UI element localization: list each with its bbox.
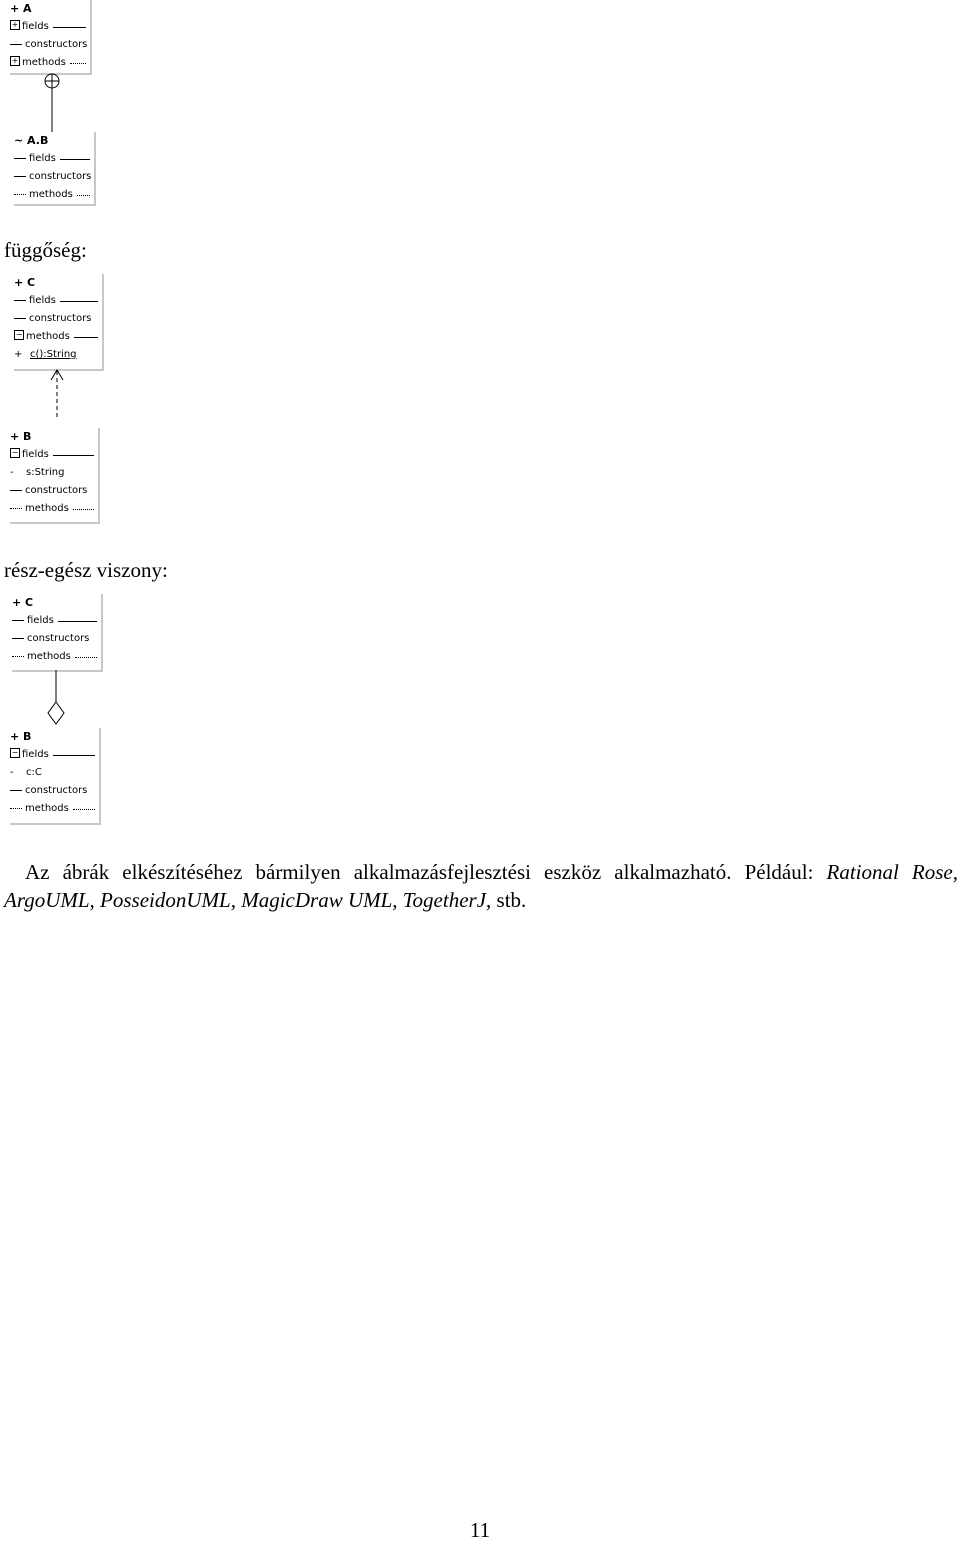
compartment-label: methods [22, 57, 66, 68]
compartment-label: fields [27, 615, 54, 626]
visibility-marker: - [10, 767, 14, 778]
compartment-label: fields [22, 749, 49, 760]
compartment-label: constructors [27, 633, 90, 644]
compartment-divider-line [53, 455, 94, 456]
tools-paragraph [4, 858, 958, 914]
visibility-marker: + [14, 349, 23, 360]
compartment-label: c():String [30, 349, 77, 360]
line-marker-icon [14, 158, 26, 159]
class-compartment-row [10, 464, 98, 482]
compartment-label: c:C [26, 767, 42, 778]
line-marker-icon [10, 790, 22, 791]
expand-plus-icon[interactable]: + [11, 56, 19, 65]
class-compartment-row [12, 648, 101, 666]
compartment-label: methods [29, 189, 73, 200]
class-compartment-row [14, 328, 102, 346]
class-name: + A [10, 2, 32, 15]
line-marker-icon [12, 638, 24, 639]
tool-list: Rational Rose, ArgoUML, PosseidonUML, MagicDraw UML, TogetherJ [4, 860, 958, 912]
line-marker-icon [14, 176, 26, 177]
line-marker-icon [14, 318, 26, 319]
class-compartment-row [10, 764, 99, 782]
class-box-a [10, 0, 92, 75]
class-compartment-row [10, 18, 90, 36]
compartment-label: methods [26, 331, 70, 342]
class-box-b-dependency [10, 428, 100, 524]
compartment-divider-line [75, 657, 97, 658]
class-box-c-aggregation [12, 594, 103, 672]
class-compartment-row [10, 446, 98, 464]
line-marker-icon [14, 194, 26, 195]
compartment-label: fields [22, 449, 49, 460]
class-compartment-row [14, 168, 94, 186]
line-marker-icon [10, 508, 22, 509]
class-compartment-row [12, 630, 101, 648]
class-box-b-aggregation [10, 728, 101, 825]
class-name: ~ A.B [14, 134, 49, 147]
compartment-divider-line [60, 159, 90, 160]
line-marker-icon [10, 808, 22, 809]
class-compartment-row [14, 186, 94, 204]
class-compartment-row [10, 36, 90, 54]
collapse-minus-icon[interactable]: − [11, 448, 19, 457]
compartment-divider-line [73, 509, 94, 510]
class-box-a-b [14, 132, 96, 206]
compartment-label: methods [25, 803, 69, 814]
class-name: + C [12, 596, 34, 609]
visibility-marker: - [10, 467, 14, 478]
collapse-minus-icon[interactable]: − [15, 330, 23, 339]
dependency-arrow [48, 368, 68, 420]
class-compartment-row [10, 500, 98, 518]
class-box-c-dependency [14, 274, 104, 371]
compartment-divider-line [70, 63, 86, 64]
line-marker-icon [12, 620, 24, 621]
compartment-divider-line [73, 809, 95, 810]
compartment-divider-line [60, 301, 98, 302]
line-marker-icon [14, 300, 26, 301]
dependency-label: függőség: [4, 238, 87, 262]
compartment-label: constructors [29, 171, 92, 182]
class-compartment-row [10, 482, 98, 500]
line-marker-icon [10, 44, 22, 45]
compartment-label: fields [29, 153, 56, 164]
collapse-minus-icon[interactable]: − [11, 748, 19, 757]
aggregation-label: rész-egész viszony: [4, 558, 168, 582]
compartment-label: fields [22, 21, 49, 32]
compartment-divider-line [53, 755, 95, 756]
compartment-label: constructors [25, 39, 88, 50]
class-compartment-row [14, 346, 102, 364]
paragraph-text: Az ábrák elkészítéséhez bármilyen alkalmazásfejlesztési eszköz alkalmazható. Például: [25, 860, 814, 884]
compartment-label: methods [27, 651, 71, 662]
hollow-diamond-icon [48, 702, 64, 724]
page-number: 11 [469, 1518, 491, 1542]
compartment-label: methods [25, 503, 69, 514]
class-compartment-row [14, 310, 102, 328]
class-name: + B [10, 730, 32, 743]
line-marker-icon [10, 490, 22, 491]
paragraph-suffix: , stb. [486, 888, 527, 912]
class-name: + B [10, 430, 32, 443]
line-marker-icon [12, 656, 24, 657]
class-compartment-row [10, 746, 99, 764]
class-name: + C [14, 276, 36, 289]
class-compartment-row [10, 54, 90, 72]
nesting-connector [40, 72, 64, 134]
compartment-divider-line [77, 195, 90, 196]
class-compartment-row [10, 800, 99, 818]
class-compartment-row [14, 150, 94, 168]
compartment-label: constructors [25, 785, 88, 796]
compartment-divider-line [74, 337, 98, 338]
class-compartment-row [12, 612, 101, 630]
compartment-label: fields [29, 295, 56, 306]
compartment-divider-line [53, 27, 86, 28]
compartment-label: s:String [26, 467, 65, 478]
class-compartment-row [14, 292, 102, 310]
class-compartment-row [10, 782, 99, 800]
aggregation-connector [44, 670, 68, 726]
expand-plus-icon[interactable]: + [11, 20, 19, 29]
compartment-label: constructors [25, 485, 88, 496]
compartment-label: constructors [29, 313, 92, 324]
compartment-divider-line [58, 621, 97, 622]
